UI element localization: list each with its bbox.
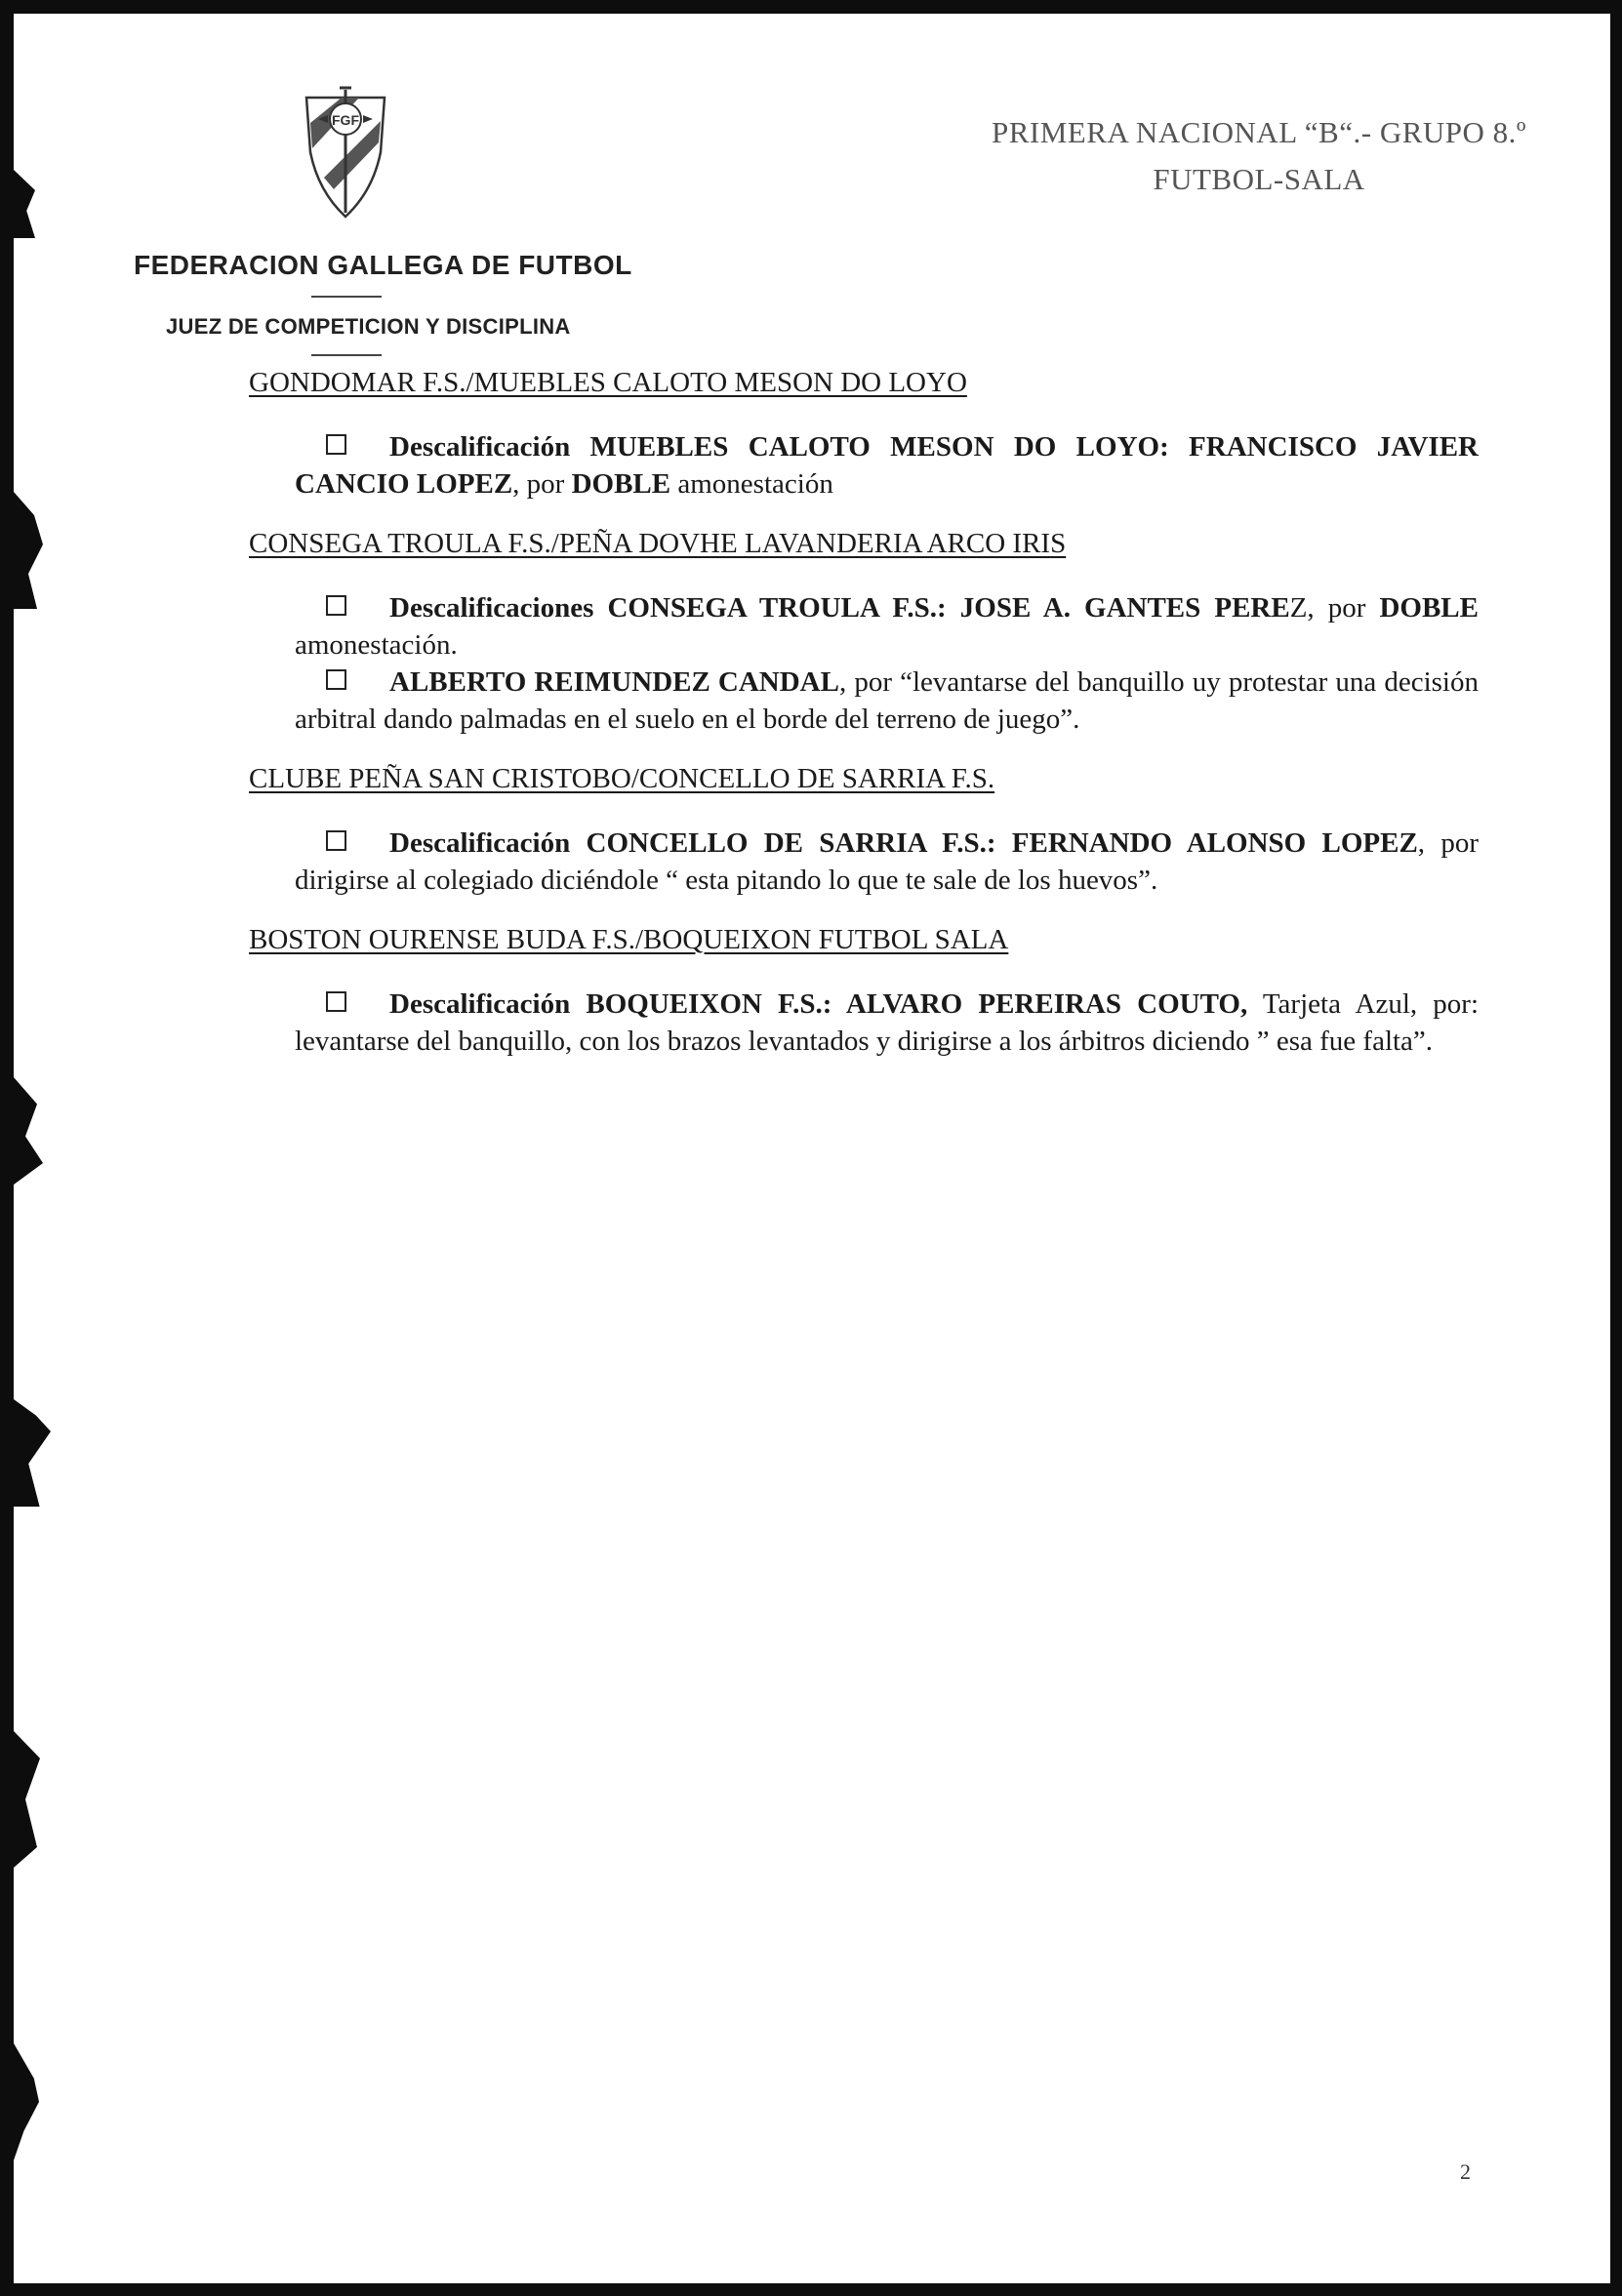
- resolutions-list: [249, 367, 1479, 1085]
- competition-header: [917, 109, 1601, 203]
- torn-edge: [14, 492, 43, 609]
- sanction-item: [295, 589, 1479, 664]
- checkbox-icon: [326, 991, 346, 1012]
- match-title: CLUBE PEÑA SAN CRISTOBO/CONCELLO DE SARRIA F.S.: [249, 763, 995, 794]
- organization-name: FEDERACION GALLEGA DE FUTBOL: [134, 250, 632, 280]
- sport-name: FUTBOL-SALA: [1153, 162, 1365, 196]
- match-section: [249, 367, 1479, 503]
- sanction-emphasis: DOBLE: [1379, 592, 1479, 624]
- sanction-item: [295, 825, 1479, 899]
- crest-letters: FGF: [332, 112, 359, 128]
- competition-name: PRIMERA NACIONAL “B“.- GRUPO 8.º: [991, 115, 1527, 149]
- organization-subtitle: JUEZ DE COMPETICION Y DISCIPLINA: [166, 314, 571, 339]
- sanction-label: Descalificación CONCELLO DE SARRIA F.S.: FERNANDO ALONSO LOPEZ: [389, 827, 1418, 859]
- page-number: 2: [1460, 2159, 1471, 2184]
- match-section: [249, 528, 1479, 738]
- sanction-text: amonestación.: [295, 629, 458, 661]
- torn-edge: [14, 170, 35, 238]
- torn-edge: [14, 1077, 43, 1185]
- torn-edge: [14, 2043, 39, 2160]
- checkbox-icon: [326, 595, 346, 616]
- match-title: GONDOMAR F.S./MUEBLES CALOTO MESON DO LOYO: [249, 367, 967, 398]
- sanction-label: Descalificaciones CONSEGA TROULA F.S.: JOSE A. GANTES PERE: [389, 592, 1290, 624]
- sanction-label: Descalificación MUEBLES CALOTO MESON DO LOYO: FRANCISCO JAVIER CANCIO LOPEZ: [295, 431, 1479, 500]
- match-title: CONSEGA TROULA F.S./PEÑA DOVHE LAVANDERIA ARCO IRIS: [249, 528, 1067, 559]
- torn-edge: [14, 1399, 51, 1507]
- checkbox-icon: [326, 830, 346, 851]
- sanction-text: , por dirigirse al colegiado diciéndole “ esta pitando lo que te sale de los huevos”.: [295, 827, 1479, 896]
- divider: [311, 296, 382, 298]
- sanction-text: Z, por: [1289, 592, 1380, 624]
- sanction-text: amonestación: [670, 468, 833, 500]
- match-section: [249, 763, 1479, 899]
- sanction-text: , por: [512, 468, 572, 500]
- checkbox-icon: [326, 669, 346, 690]
- sanction-label: ALBERTO REIMUNDEZ CANDAL: [389, 666, 839, 698]
- sanction-label: Descalificación BOQUEIXON F.S.: ALVARO PEREIRAS COUTO,: [389, 988, 1248, 1020]
- sanction-emphasis: DOBLE: [571, 468, 671, 500]
- sanction-text: , por “levantarse del banquillo uy protestar una decisión arbitral dando palmadas en el suelo en el borde del terreno de juego”.: [295, 666, 1479, 735]
- match-section: [249, 924, 1479, 1060]
- document-page: [14, 14, 1610, 2283]
- divider: [311, 354, 382, 356]
- sanction-item: [295, 428, 1479, 503]
- sanction-item: [295, 664, 1479, 738]
- sanction-item: [295, 986, 1479, 1060]
- checkbox-icon: [326, 434, 346, 455]
- match-title: BOSTON OURENSE BUDA F.S./BOQUEIXON FUTBOL SALA: [249, 924, 1009, 955]
- torn-edge: [14, 1731, 43, 1868]
- federation-crest-logo: [303, 84, 388, 221]
- sanction-text: Tarjeta Azul, por: levantarse del banquillo, con los brazos levantados y dirigirse a los árbitros diciendo ” esa fue falta”.: [295, 988, 1480, 1057]
